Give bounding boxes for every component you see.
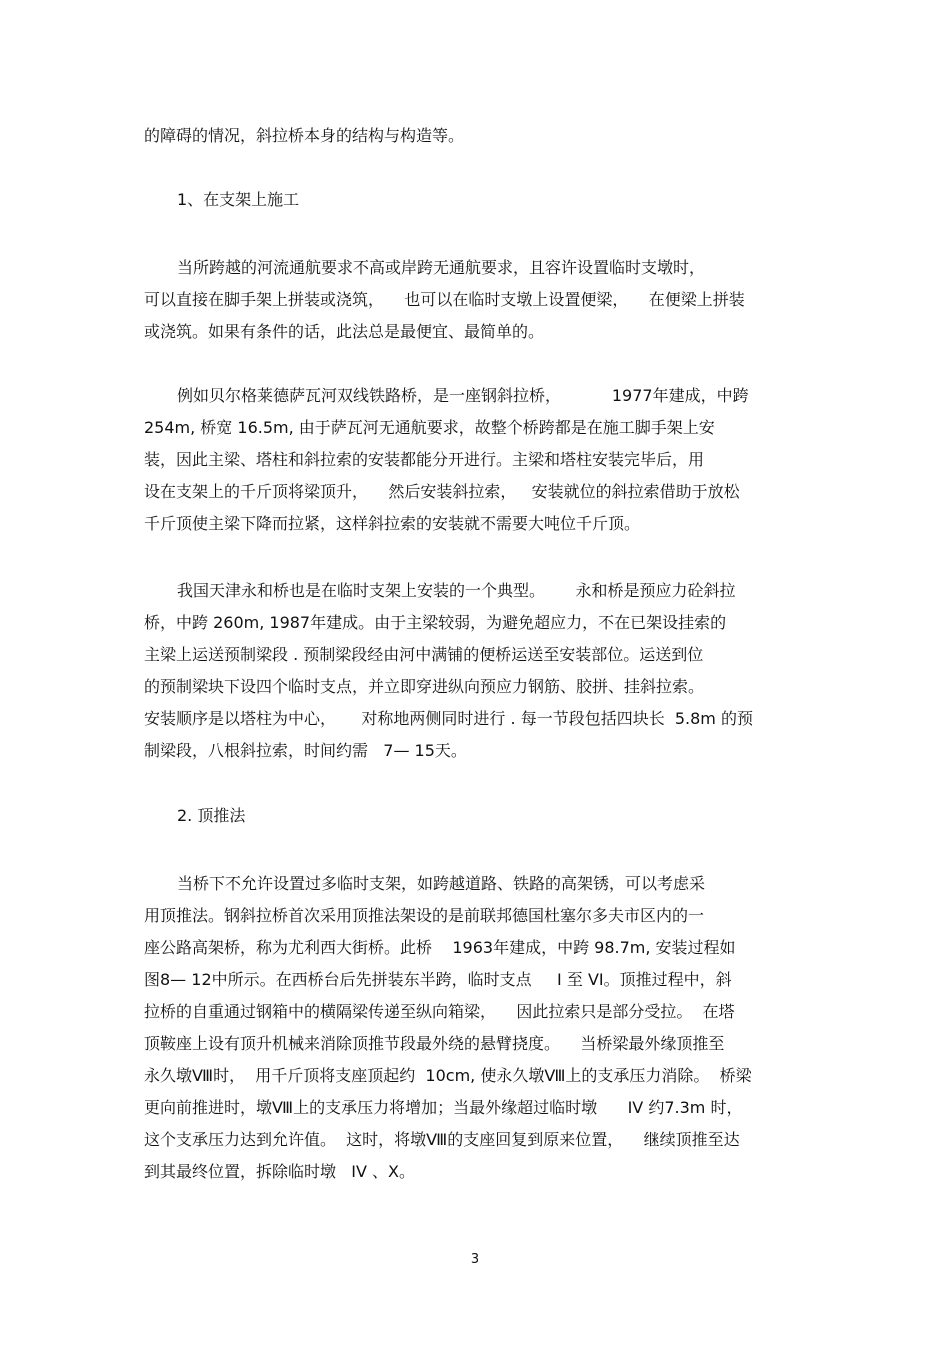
text-line: 254m, 桥宽 16.5m, 由于萨瓦河无通航要求，故整个桥跨都是在施工脚手架上安 bbox=[144, 418, 715, 437]
text-line: 装，因此主梁、塔柱和斜拉索的安装都能分开进行。主梁和塔柱安装完毕后，用 bbox=[144, 450, 705, 469]
text-line: 座公路高架桥，称为尤利西大街桥。此桥 1963年建成，中跨 98.7m, 安装过程如 bbox=[144, 938, 736, 957]
text-line: 设在支架上的千斤顶将梁顶升， 然后安装斜拉索， 安装就位的斜拉索借助于放松 bbox=[144, 482, 740, 501]
text-line: 更向前推进时，墩Ⅷ上的支承压力将增加；当最外缘超过临时墩 IV 约7.3m 时， bbox=[144, 1098, 743, 1117]
text-line: 永久墩Ⅷ时， 用千斤顶将支座顶起约 10cm, 使永久墩Ⅷ上的支承压力消除。 桥梁 bbox=[144, 1066, 752, 1085]
text-line: 图8— 12中所示。在西桥台后先拼装东半跨，临时支点 I 至 VI。顶推过程中，斜 bbox=[144, 970, 732, 989]
text-line: 制梁段，八根斜拉索，时间约需 7— 15天。 bbox=[144, 741, 467, 760]
text-line: 当所跨越的河流通航要求不高或岸跨无通航要求，且容许设置临时支墩时， bbox=[177, 258, 706, 277]
section-heading: 1、在支架上施工 bbox=[177, 190, 300, 209]
page-number: 3 bbox=[470, 1252, 480, 1267]
text-line: 安装顺序是以塔柱为中心， 对称地两侧同时进行 . 每一节段包括四块长 5.8m 的预 bbox=[144, 709, 753, 728]
text-line: 我国天津永和桥也是在临时支架上安装的一个典型。 永和桥是预应力砼斜拉 bbox=[177, 581, 736, 600]
text-line: 桥，中跨 260m, 1987年建成。由于主梁较弱，为避免超应力，不在已架设挂索的 bbox=[144, 613, 727, 632]
text-line: 千斤顶使主梁下降而拉紧，这样斜拉索的安装就不需要大吨位千斤顶。 bbox=[144, 514, 641, 533]
text-line: 例如贝尔格莱德萨瓦河双线铁路桥，是一座钢斜拉桥， 1977年建成，中跨 bbox=[177, 386, 749, 405]
text-line: 主梁上运送预制梁段 . 预制梁段经由河中满铺的便桥运送至安装部位。运送到位 bbox=[144, 645, 704, 664]
text-line: 到其最终位置，拆除临时墩 IV 、X。 bbox=[144, 1162, 415, 1181]
text-line: 可以直接在脚手架上拼装或浇筑， 也可以在临时支墩上设置便梁， 在便梁上拼装 bbox=[144, 290, 745, 309]
text-line: 的预制梁块下设四个临时支点，并立即穿进纵向预应力钢筋、胶拼、挂斜拉索。 bbox=[144, 677, 705, 696]
text-line: 顶鞍座上设有顶升机械来消除顶推节段最外绕的悬臂挠度。 当桥梁最外缘顶推至 bbox=[144, 1034, 725, 1053]
text-line: 当桥下不允许设置过多临时支架，如跨越道路、铁路的高架锈，可以考虑采 bbox=[177, 874, 706, 893]
section-heading: 2. 顶推法 bbox=[177, 806, 246, 825]
text-line: 或浇筑。如果有条件的话，此法总是最便宜、最简单的。 bbox=[144, 322, 545, 341]
text-line: 拉桥的自重通过钢箱中的横隔梁传递至纵向箱梁， 因此拉索只是部分受拉。 在塔 bbox=[144, 1002, 735, 1021]
text-line: 的障碍的情况，斜拉桥本身的结构与构造等。 bbox=[144, 126, 465, 145]
text-line: 这个支承压力达到允许值。 这时，将墩Ⅷ的支座回复到原来位置， 继续顶推至达 bbox=[144, 1130, 740, 1149]
text-line: 用顶推法。钢斜拉桥首次采用顶推法架设的是前联邦德国杜塞尔多夫市区内的一 bbox=[144, 906, 705, 925]
